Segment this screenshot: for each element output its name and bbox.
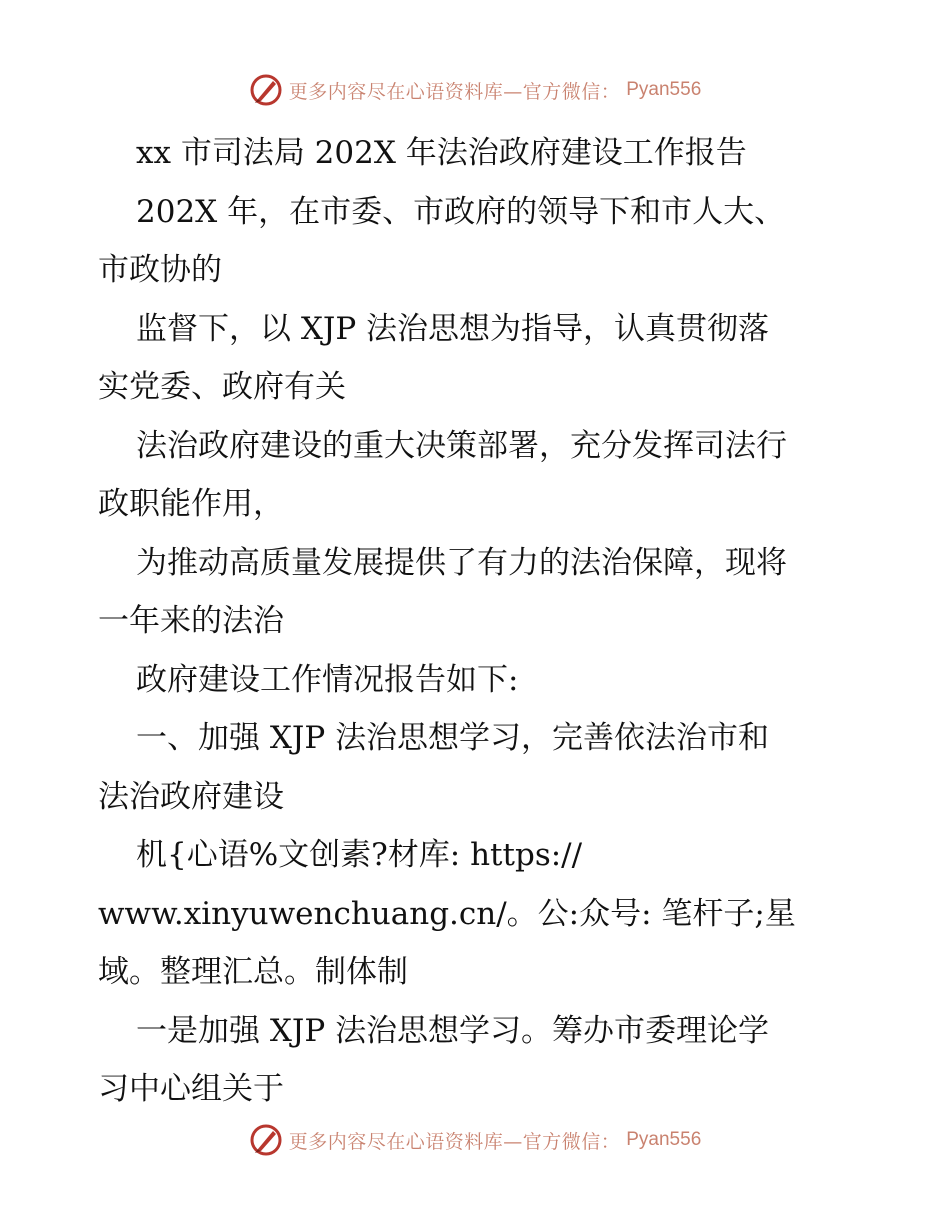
header-banner — [0, 70, 950, 110]
text-line: 域。整理汇总。制体制 — [98, 954, 408, 990]
text-line: 政府建设工作情况报告如下: — [136, 661, 519, 698]
text-line: 机{心语%文创素?材库: https:// — [136, 837, 583, 873]
quill-logo-icon — [249, 73, 283, 107]
text-line: 市政协的 — [98, 252, 222, 288]
document-body — [98, 124, 878, 1119]
text-line: 一、加强 XJP 法治思想学习，完善依法治市和 — [136, 720, 770, 756]
text-line: 一年来的法治 — [98, 603, 284, 639]
text-line: 法治政府建设 — [98, 778, 284, 815]
footer-banner-handle: Pyan556 — [626, 1129, 702, 1150]
text-line: 202X 年，在市委、市政府的领导下和市人大、 — [136, 193, 786, 230]
text-line: 习中心组关于 — [98, 1071, 284, 1107]
text-line: 实党委、政府有关 — [98, 369, 346, 405]
footer-banner — [0, 1120, 950, 1160]
header-banner-text: 更多内容尽在心语资料库—官方微信： — [288, 80, 621, 103]
text-line: 政职能作用， — [98, 486, 284, 522]
header-banner-handle: Pyan556 — [626, 79, 702, 100]
text-line: 为推动高质量发展提供了有力的法治保障，现将 — [136, 544, 787, 581]
quill-logo-icon — [249, 1123, 283, 1157]
text-line: 法治政府建设的重大决策部署，充分发挥司法行 — [136, 427, 787, 464]
text-line: 监督下，以 XJP 法治思想为指导，认真贯彻落 — [136, 310, 770, 347]
text-line: xx 市司法局 202X 年法治政府建设工作报告 — [136, 135, 747, 171]
footer-banner-text: 更多内容尽在心语资料库—官方微信： — [288, 1130, 621, 1153]
text-line: www.xinyuwenchuang.cn/。公:众号: 笔杆子;星 — [98, 895, 796, 932]
text-line: 一是加强 XJP 法治思想学习。筹办市委理论学 — [136, 1012, 770, 1049]
